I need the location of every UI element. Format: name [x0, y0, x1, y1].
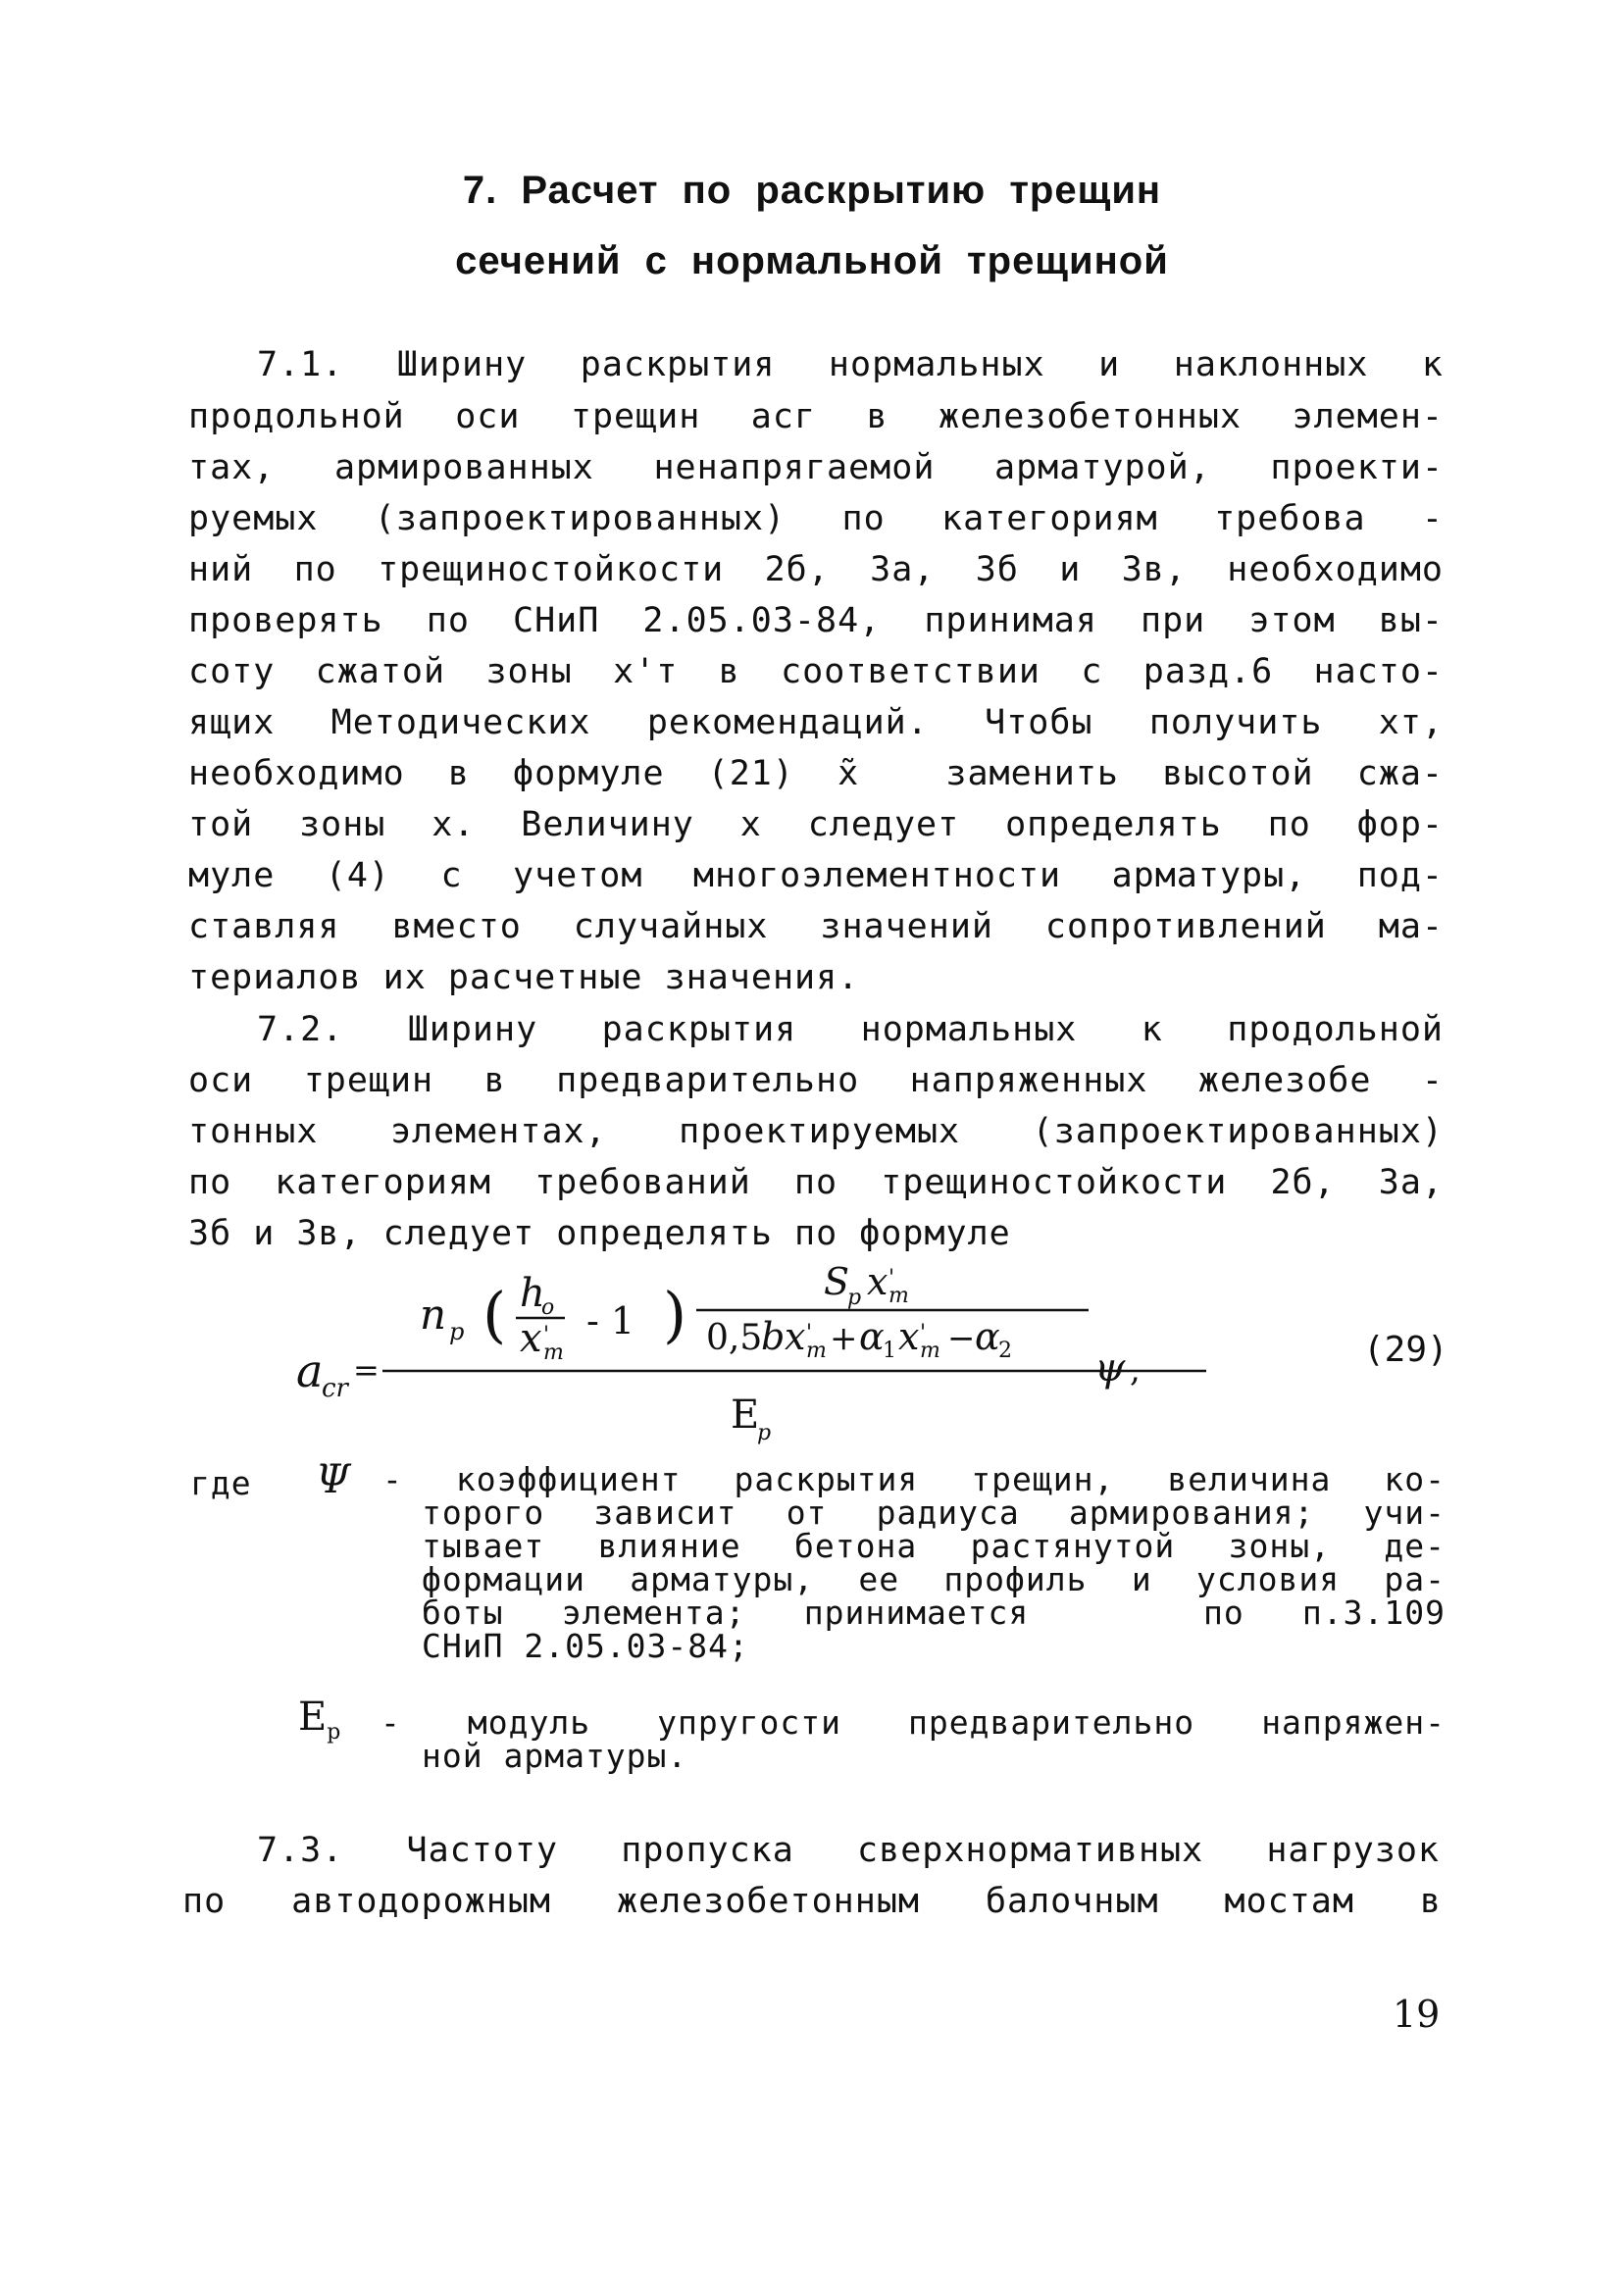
paragraph-line: 7.3. Частоту пропуска сверхнормативных нагрузок — [257, 1831, 1440, 1870]
svg-text:т: т — [888, 1284, 909, 1308]
svg-text:x: x — [898, 1315, 920, 1358]
formula-den-b: b — [761, 1315, 786, 1358]
svg-text:=: = — [353, 1351, 380, 1389]
paragraph-line: териалов их расчетные значения. — [188, 958, 860, 997]
paragraph-line: по категориям требований по трещиностойкости 2б, 3а, — [188, 1163, 1444, 1202]
equation-number: (29) — [1363, 1330, 1448, 1370]
paragraph-line: продольной оси трещин aсг в железобетонных элемен- — [188, 397, 1444, 436]
paragraph-line: тах, армированных ненапрягаемой арматурой, проекти- — [188, 448, 1444, 487]
definition-line: формации арматуры, ее профиль и условия ра- — [422, 1560, 1446, 1598]
paragraph-line: проверять по СНиП 2.05.03-84, принимая при этом вы- — [188, 601, 1444, 640]
paragraph-line: ящих Методических рекомендаций. Чтобы получить xт, — [188, 703, 1444, 742]
paragraph-line: муле (4) с учетом многоэлементности арматуры, под- — [188, 856, 1444, 895]
paragraph-line: тонных элементах, проектируемых (запроектированных) — [188, 1112, 1444, 1151]
paragraph-line: по автодорожным железобетонным балочным мостам в — [182, 1882, 1442, 1921]
formula-np: n — [420, 1290, 447, 1339]
definition-line: - модуль упругости предварительно напряжен- — [381, 1703, 1446, 1742]
svg-text:': ' — [920, 1321, 927, 1345]
svg-text:,: , — [1130, 1350, 1141, 1390]
definition-line: торого зависит от радиуса армирования; учи- — [422, 1493, 1446, 1532]
formula-alpha1: α — [859, 1315, 885, 1358]
ep-symbol-subscript: p — [327, 1720, 341, 1745]
paragraph-line: 7.2. Ширину раскрытия нормальных к продольной — [257, 1010, 1444, 1049]
formula-ep: E — [731, 1392, 760, 1438]
ep-symbol-letter: E — [298, 1695, 328, 1740]
svg-text:x: x — [785, 1315, 806, 1358]
svg-text:': ' — [888, 1266, 895, 1290]
svg-text:−: − — [947, 1319, 976, 1358]
paragraph-line: необходимо в формуле (21) x̃ заменить высотой сжа- — [188, 754, 1444, 793]
definition-line: боты элемента; принимается по п.3.109 — [422, 1594, 1446, 1632]
formula-sp-subscript: p — [847, 1286, 862, 1310]
paragraph-line: оси трещин в предварительно напряженных железобе - — [188, 1061, 1444, 1100]
formula-xt-subscript: т — [543, 1341, 564, 1365]
formula-alpha2-subscript: 2 — [998, 1339, 1012, 1363]
paragraph-line: соту сжатой зоны x'т в соответствии с разд.6 насто- — [188, 652, 1444, 691]
formula-xt: x — [520, 1316, 542, 1361]
formula-h0: h — [520, 1271, 545, 1316]
svg-text:(: ( — [482, 1279, 507, 1350]
paragraph-line: руемых (запроектированных) по категориям требова - — [188, 499, 1444, 538]
formula-den-coefficient: 0,5 — [706, 1318, 763, 1358]
definition-line: тывает влияние бетона растянутой зоны, де- — [422, 1527, 1446, 1565]
svg-text:т: т — [806, 1339, 827, 1363]
where-label: где — [190, 1464, 252, 1502]
formula-alpha2: α — [975, 1315, 1000, 1358]
svg-text:': ' — [543, 1323, 550, 1347]
formula-minus-one: - 1 — [586, 1299, 635, 1342]
formula-np-subscript: p — [449, 1318, 465, 1345]
section-title-line-1: 7. Расчет по раскрытию трещин — [462, 169, 1162, 212]
section-title-line-2: сечений с нормальной трещиной — [455, 239, 1169, 282]
formula-sp: S — [824, 1260, 850, 1303]
formula-ep-subscript: p — [757, 1421, 772, 1445]
formula-29 — [275, 1255, 1491, 1451]
paragraph-line: той зоны x. Величину x следует определять по фор- — [188, 805, 1444, 844]
definition-line: - коэффициент раскрытия трещин, величина ко- — [382, 1460, 1446, 1498]
paragraph-line: 7.1. Ширину раскрытия нормальных и наклонных к — [257, 345, 1444, 384]
svg-text:): ) — [663, 1279, 687, 1350]
paragraph-line: ний по трещиностойкости 2б, 3а, 3б и 3в, необходимо — [188, 550, 1444, 589]
definition-line: ной арматуры. — [422, 1737, 688, 1775]
formula-h0-subscript: o — [541, 1295, 555, 1320]
page-number: 19 — [1393, 1993, 1441, 2036]
psi-symbol: Ψ — [316, 1457, 351, 1502]
svg-text:': ' — [806, 1321, 813, 1345]
svg-text:x: x — [867, 1260, 888, 1303]
svg-text:т: т — [920, 1339, 940, 1363]
ep-symbol — [298, 1695, 340, 1745]
formula-alpha1-subscript: 1 — [883, 1339, 896, 1363]
paragraph-line: 3б и 3в, следует определять по формуле — [188, 1214, 1011, 1253]
svg-text:+: + — [830, 1319, 858, 1358]
definition-line: СНиП 2.05.03-84; — [422, 1627, 749, 1665]
formula-psi: ψ — [1094, 1345, 1126, 1391]
paragraph-line: ставляя вместо случайных значений сопротивлений ма- — [188, 907, 1444, 946]
formula-lhs-subscript: cr — [322, 1374, 348, 1403]
formula-lhs: a — [296, 1344, 324, 1397]
